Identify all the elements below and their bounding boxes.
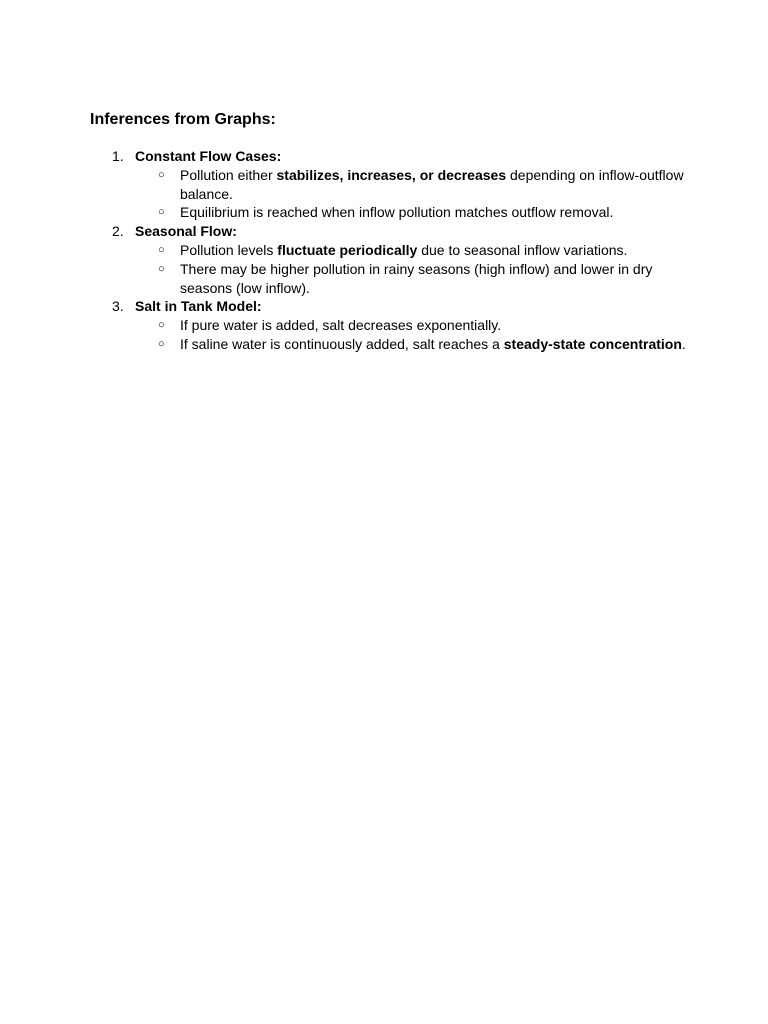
hollow-circle-bullet-icon: ○ <box>158 319 165 332</box>
sub-item-text: If saline water is continuously added, salt reaches a <box>180 335 504 352</box>
sub-list-item <box>90 241 690 260</box>
sub-item-text: Pollution either <box>180 166 277 183</box>
item-title: Salt in Tank Model: <box>135 298 262 315</box>
item-title: Seasonal Flow: <box>135 223 237 240</box>
hollow-circle-bullet-icon: ○ <box>158 243 165 256</box>
sub-item-text-tail: due to seasonal inflow variations. <box>417 241 628 258</box>
hollow-circle-bullet-icon: ○ <box>158 337 165 350</box>
hollow-circle-bullet-icon: ○ <box>158 206 165 219</box>
sub-item-text: If pure water is added, salt decreases exponentially. <box>180 317 502 334</box>
sub-list <box>90 166 710 222</box>
sub-item-emphasis: steady-state concentration <box>503 335 682 352</box>
sub-list <box>90 241 710 297</box>
hollow-circle-bullet-icon: ○ <box>158 168 165 181</box>
sub-list-item <box>90 335 690 354</box>
hollow-circle-bullet-icon: ○ <box>158 262 165 275</box>
sub-item-text: Equilibrium is reached when inflow pollution matches outflow removal. <box>180 204 614 221</box>
inference-list <box>90 147 710 354</box>
item-number: 3. <box>112 298 124 315</box>
sub-list <box>90 316 710 354</box>
item-number: 2. <box>112 223 124 240</box>
sub-list-item <box>90 203 690 222</box>
item-title: Constant Flow Cases: <box>135 148 282 164</box>
list-item <box>90 222 710 297</box>
sub-list-item <box>90 316 690 335</box>
sub-item-text-tail: depending on inflow-outflow balance. <box>180 166 684 202</box>
list-item <box>90 147 710 222</box>
sub-list-item <box>90 166 690 204</box>
sub-item-text: Pollution levels <box>180 241 278 258</box>
sub-list-item <box>90 260 690 298</box>
list-item <box>90 297 710 353</box>
sub-item-emphasis: stabilizes, increases, or decreases <box>276 166 507 183</box>
sub-item-text: There may be higher pollution in rainy seasons (high inflow) and lower in dry seasons (low inflow). <box>180 260 653 296</box>
sub-item-emphasis: fluctuate periodically <box>277 241 418 258</box>
sub-item-text-tail: . <box>681 335 686 352</box>
section-heading: Inferences from Graphs: <box>90 111 276 128</box>
item-number: 1. <box>112 148 124 164</box>
